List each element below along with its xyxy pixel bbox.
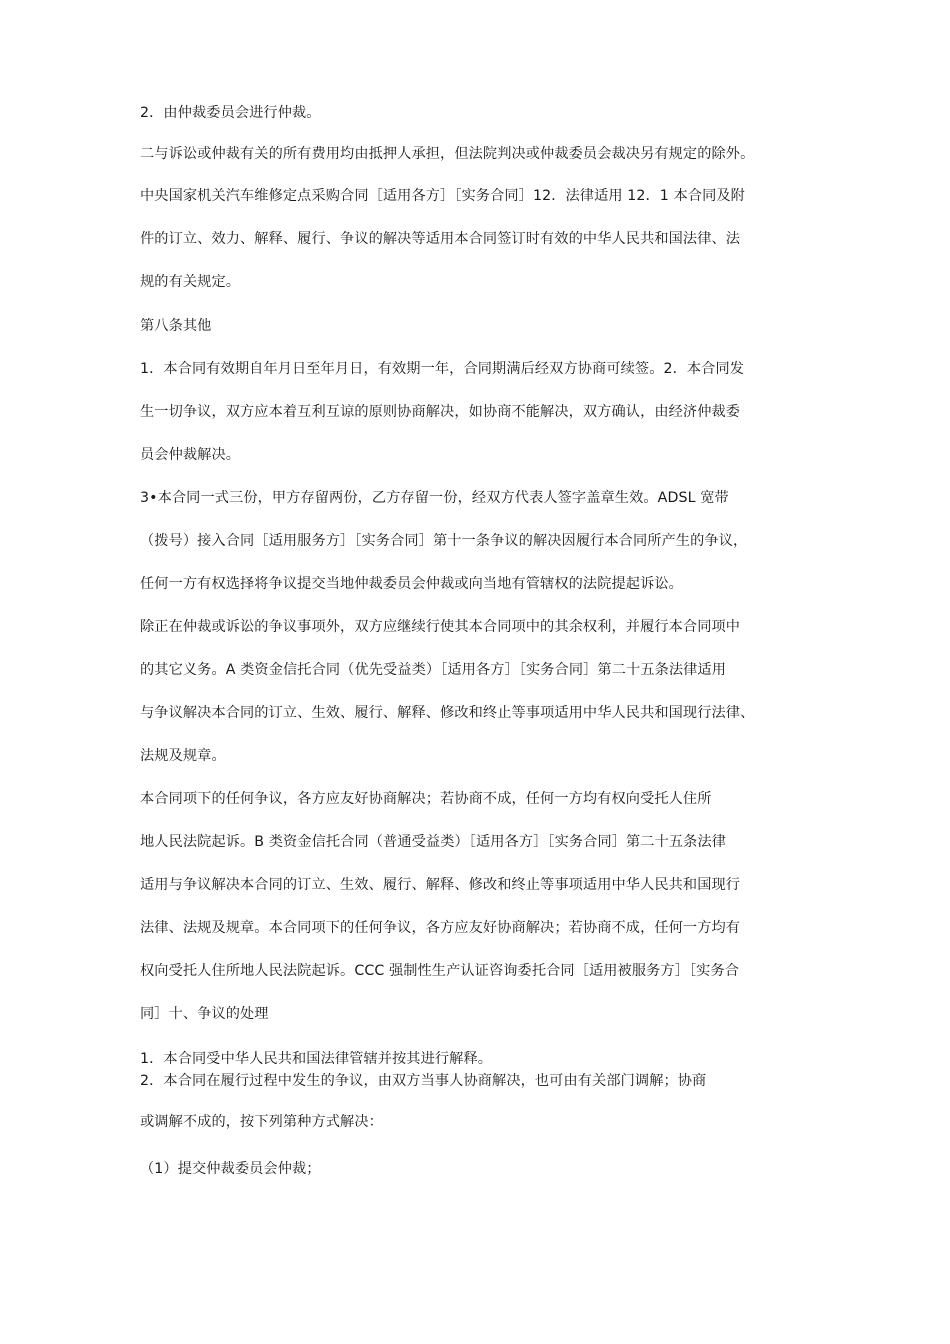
paragraph-line: 法律、法规及规章。本合同项下的任何争议，各方应友好协商解决；若协商不成，任何一方均有	[140, 920, 741, 936]
paragraph-line: 本合同项下的任何争议，各方应友好协商解决；若协商不成，任何一方均有权向受托人住所	[140, 791, 712, 807]
list-item: （1）提交仲裁委员会仲裁；	[140, 1161, 321, 1177]
paragraph-line: 法规及规章。	[140, 748, 226, 764]
paragraph-line: 中央国家机关汽车维修定点采购合同［适用各方］［实务合同］12．法律适用 12．1 本合同及附	[140, 188, 745, 204]
paragraph-line: 同］十、争议的处理	[140, 1006, 269, 1022]
paragraph-line: 生一切争议，双方应本着互利互谅的原则协商解决，如协商不能解决，双方确认，由经济仲裁委	[140, 404, 741, 420]
paragraph-line: 的其它义务。A 类资金信托合同（优先受益类）［适用各方］［实务合同］第二十五条法律适用	[140, 662, 727, 678]
paragraph-line: 权向受托人住所地人民法院起诉。CCC 强制性生产认证咨询委托合同［适用被服务方］［实务合	[140, 963, 740, 979]
paragraph-line: 件的订立、效力、解释、履行、争议的解决等适用本合同签订时有效的中华人民共和国法律、法	[140, 231, 741, 247]
paragraph-line: 除正在仲裁或诉讼的争议事项外，双方应继续行使其本合同项中的其余权利，并履行本合同项中	[140, 619, 741, 635]
paragraph-line: 与争议解决本合同的订立、生效、履行、解释、修改和终止等事项适用中华人民共和国现行法律、	[140, 705, 755, 721]
paragraph-line: 2．本合同在履行过程中发生的争议，由双方当事人协商解决，也可由有关部门调解；协商	[140, 1073, 707, 1089]
paragraph-line: 二与诉讼或仲裁有关的所有费用均由抵押人承担，但法院判决或仲裁委员会裁决另有规定的除外。	[140, 146, 755, 162]
paragraph-line: 3•本合同一式三份，甲方存留两份，乙方存留一份，经双方代表人签字盖章生效。ADSL 宽带	[140, 490, 729, 506]
section-heading: 第八条其他	[140, 318, 212, 334]
paragraph-line: 1．本合同受中华人民共和国法律管辖并按其进行解释。	[140, 1051, 493, 1067]
paragraph-line: 任何一方有权选择将争议提交当地仲裁委员会仲裁或向当地有管辖权的法院提起诉讼。	[140, 576, 683, 592]
paragraph-line: 或调解不成的，按下列第种方式解决：	[140, 1114, 383, 1130]
paragraph-line: 适用与争议解决本合同的订立、生效、履行、解释、修改和终止等事项适用中华人民共和国现行	[140, 877, 741, 893]
paragraph-line: 规的有关规定。	[140, 274, 241, 290]
paragraph-line: （拨号）接入合同［适用服务方］［实务合同］第十一条争议的解决因履行本合同所产生的争议，	[140, 533, 748, 549]
paragraph-line: 1．本合同有效期自年月日至年月日，有效期一年，合同期满后经双方协商可续签。2．本合同发	[140, 361, 745, 377]
paragraph-line: 员会仲裁解决。	[140, 447, 241, 463]
paragraph-line: 地人民法院起诉。B 类资金信托合同（普通受益类）［适用各方］［实务合同］第二十五条法律	[140, 834, 727, 850]
paragraph-line: 2．由仲裁委员会进行仲裁。	[140, 105, 321, 121]
